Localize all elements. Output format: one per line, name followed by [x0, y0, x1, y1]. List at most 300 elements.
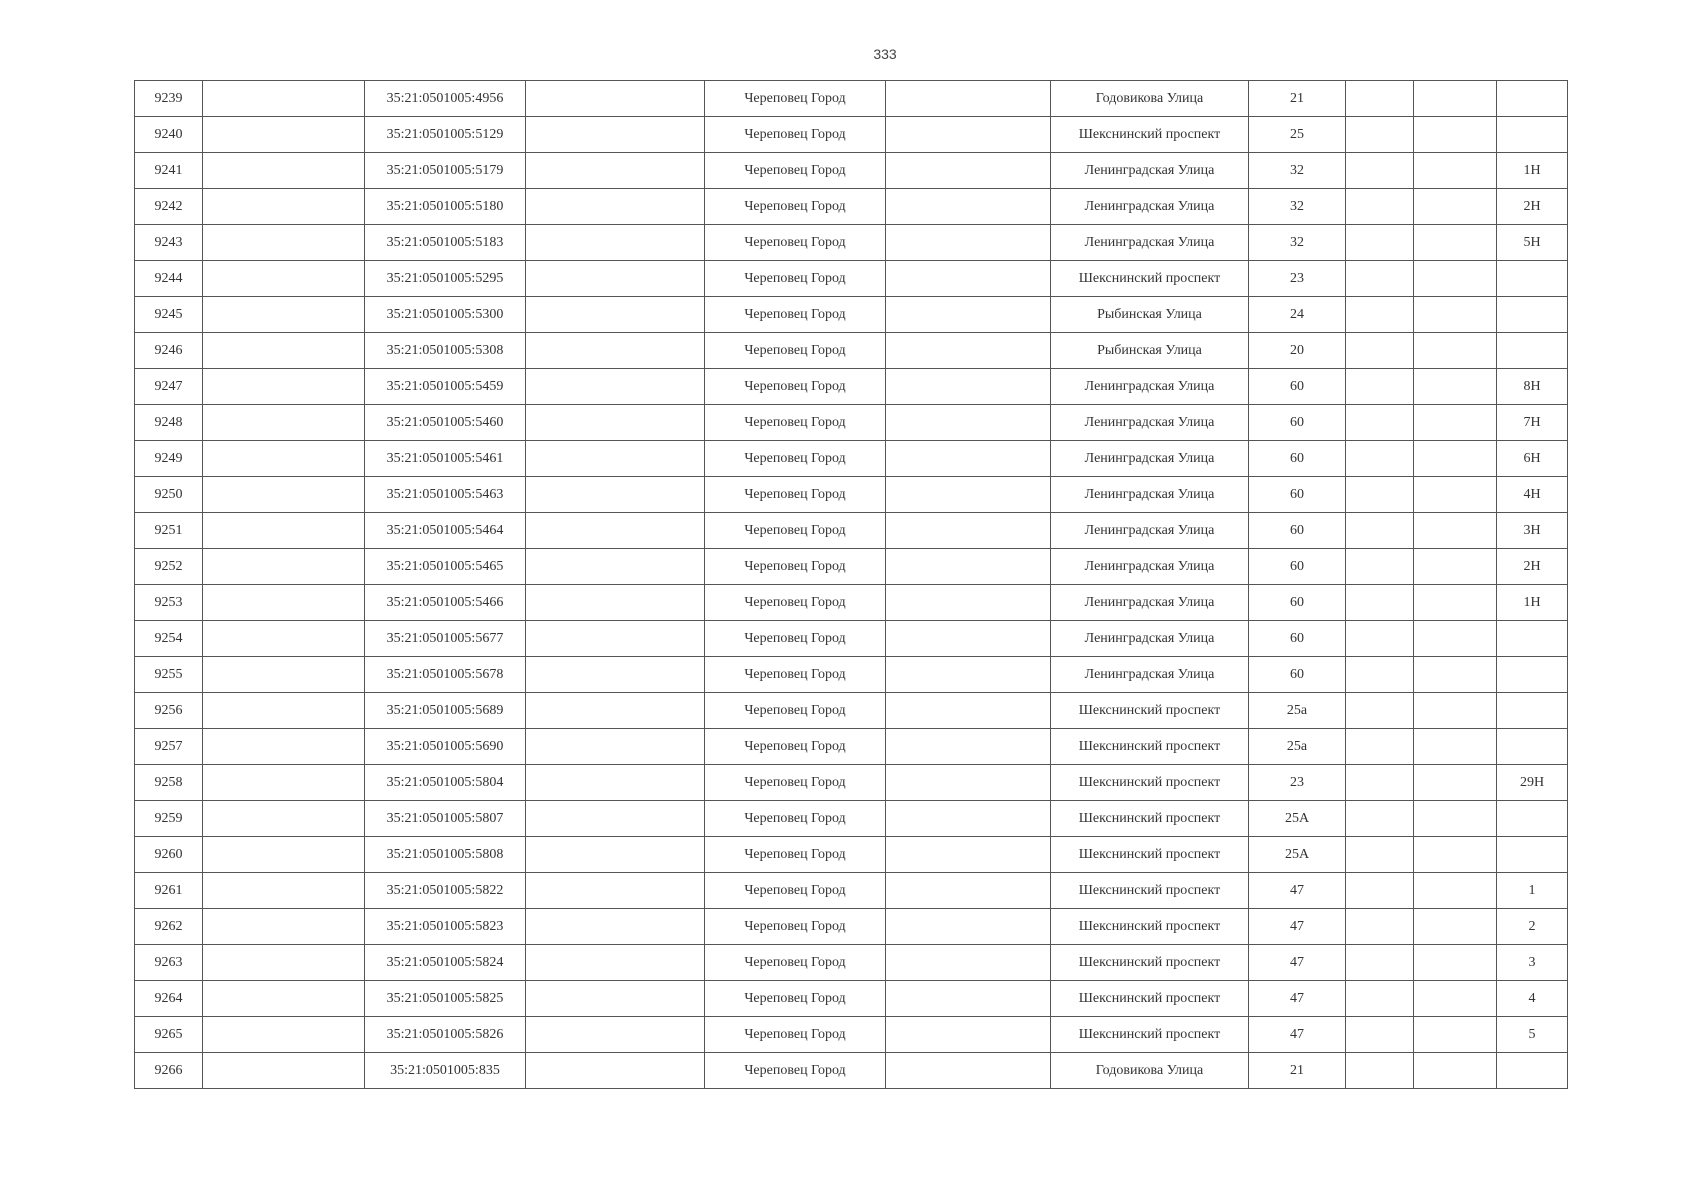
empty-cell — [526, 261, 705, 297]
table-row — [135, 441, 1568, 477]
apartment-cell — [1497, 693, 1568, 729]
empty-cell — [886, 585, 1051, 621]
empty-cell — [886, 297, 1051, 333]
row-number-cell: 9265 — [135, 1017, 203, 1053]
empty-cell — [886, 153, 1051, 189]
city-cell: Череповец Город — [705, 333, 886, 369]
empty-cell — [886, 657, 1051, 693]
empty-cell — [886, 369, 1051, 405]
house-number-cell: 60 — [1249, 621, 1346, 657]
table-row — [135, 801, 1568, 837]
empty-cell — [526, 513, 705, 549]
empty-cell — [1346, 225, 1414, 261]
empty-cell — [526, 1053, 705, 1089]
table-row — [135, 621, 1568, 657]
house-number-cell: 21 — [1249, 81, 1346, 117]
empty-cell — [203, 693, 365, 729]
empty-cell — [1346, 657, 1414, 693]
empty-cell — [1346, 333, 1414, 369]
cadastral-number-cell: 35:21:0501005:5689 — [365, 693, 526, 729]
street-cell: Ленинградская Улица — [1051, 189, 1249, 225]
empty-cell — [1414, 477, 1497, 513]
cadastral-number-cell: 35:21:0501005:5466 — [365, 585, 526, 621]
apartment-cell: 7Н — [1497, 405, 1568, 441]
empty-cell — [1346, 1053, 1414, 1089]
empty-cell — [1414, 765, 1497, 801]
apartment-cell: 3Н — [1497, 513, 1568, 549]
empty-cell — [886, 621, 1051, 657]
empty-cell — [1346, 909, 1414, 945]
city-cell: Череповец Город — [705, 477, 886, 513]
house-number-cell: 60 — [1249, 477, 1346, 513]
empty-cell — [203, 657, 365, 693]
house-number-cell: 47 — [1249, 945, 1346, 981]
empty-cell — [886, 1017, 1051, 1053]
apartment-cell — [1497, 801, 1568, 837]
empty-cell — [1414, 945, 1497, 981]
table-row — [135, 189, 1568, 225]
empty-cell — [1414, 981, 1497, 1017]
empty-cell — [203, 585, 365, 621]
house-number-cell: 20 — [1249, 333, 1346, 369]
empty-cell — [526, 81, 705, 117]
table-row — [135, 945, 1568, 981]
empty-cell — [1346, 801, 1414, 837]
house-number-cell: 47 — [1249, 1017, 1346, 1053]
apartment-cell — [1497, 1053, 1568, 1089]
apartment-cell: 4 — [1497, 981, 1568, 1017]
street-cell: Шекснинский проспект — [1051, 693, 1249, 729]
empty-cell — [1346, 873, 1414, 909]
page-number: 333 — [873, 46, 897, 62]
row-number-cell: 9247 — [135, 369, 203, 405]
table-row — [135, 261, 1568, 297]
apartment-cell: 2Н — [1497, 549, 1568, 585]
street-cell: Ленинградская Улица — [1051, 621, 1249, 657]
empty-cell — [203, 333, 365, 369]
empty-cell — [886, 945, 1051, 981]
row-number-cell: 9262 — [135, 909, 203, 945]
empty-cell — [526, 117, 705, 153]
empty-cell — [1414, 153, 1497, 189]
table-row — [135, 909, 1568, 945]
empty-cell — [886, 801, 1051, 837]
empty-cell — [886, 873, 1051, 909]
apartment-cell: 1Н — [1497, 585, 1568, 621]
street-cell: Шекснинский проспект — [1051, 837, 1249, 873]
apartment-cell: 1 — [1497, 873, 1568, 909]
city-cell: Череповец Город — [705, 945, 886, 981]
street-cell: Шекснинский проспект — [1051, 909, 1249, 945]
empty-cell — [526, 369, 705, 405]
empty-cell — [1346, 945, 1414, 981]
city-cell: Череповец Город — [705, 441, 886, 477]
empty-cell — [886, 405, 1051, 441]
row-number-cell: 9248 — [135, 405, 203, 441]
empty-cell — [526, 909, 705, 945]
empty-cell — [1346, 837, 1414, 873]
empty-cell — [886, 477, 1051, 513]
empty-cell — [203, 1053, 365, 1089]
street-cell: Шекснинский проспект — [1051, 945, 1249, 981]
house-number-cell: 60 — [1249, 657, 1346, 693]
empty-cell — [526, 1017, 705, 1053]
empty-cell — [1414, 729, 1497, 765]
empty-cell — [1414, 657, 1497, 693]
apartment-cell: 5 — [1497, 1017, 1568, 1053]
city-cell: Череповец Город — [705, 837, 886, 873]
table-row — [135, 405, 1568, 441]
street-cell: Ленинградская Улица — [1051, 441, 1249, 477]
empty-cell — [1414, 369, 1497, 405]
house-number-cell: 25а — [1249, 693, 1346, 729]
empty-cell — [203, 837, 365, 873]
empty-cell — [886, 765, 1051, 801]
empty-cell — [1346, 405, 1414, 441]
table-row — [135, 873, 1568, 909]
empty-cell — [886, 1053, 1051, 1089]
house-number-cell: 25 — [1249, 117, 1346, 153]
apartment-cell — [1497, 333, 1568, 369]
row-number-cell: 9266 — [135, 1053, 203, 1089]
house-number-cell: 60 — [1249, 441, 1346, 477]
empty-cell — [1346, 1017, 1414, 1053]
street-cell: Ленинградская Улица — [1051, 369, 1249, 405]
cadastral-number-cell: 35:21:0501005:5804 — [365, 765, 526, 801]
empty-cell — [1414, 189, 1497, 225]
apartment-cell: 2Н — [1497, 189, 1568, 225]
street-cell: Годовикова Улица — [1051, 1053, 1249, 1089]
cadastral-number-cell: 35:21:0501005:5129 — [365, 117, 526, 153]
apartment-cell: 5Н — [1497, 225, 1568, 261]
city-cell: Череповец Город — [705, 117, 886, 153]
empty-cell — [886, 981, 1051, 1017]
empty-cell — [1346, 297, 1414, 333]
row-number-cell: 9246 — [135, 333, 203, 369]
row-number-cell: 9244 — [135, 261, 203, 297]
empty-cell — [1414, 81, 1497, 117]
empty-cell — [526, 225, 705, 261]
row-number-cell: 9242 — [135, 189, 203, 225]
apartment-cell — [1497, 729, 1568, 765]
empty-cell — [526, 873, 705, 909]
apartment-cell — [1497, 261, 1568, 297]
empty-cell — [1414, 801, 1497, 837]
empty-cell — [526, 729, 705, 765]
row-number-cell: 9241 — [135, 153, 203, 189]
city-cell: Череповец Город — [705, 405, 886, 441]
empty-cell — [1346, 369, 1414, 405]
cadastral-number-cell: 35:21:0501005:5807 — [365, 801, 526, 837]
row-number-cell: 9257 — [135, 729, 203, 765]
empty-cell — [1414, 873, 1497, 909]
empty-cell — [1346, 153, 1414, 189]
empty-cell — [526, 153, 705, 189]
empty-cell — [1346, 81, 1414, 117]
empty-cell — [526, 981, 705, 1017]
empty-cell — [886, 837, 1051, 873]
row-number-cell: 9255 — [135, 657, 203, 693]
empty-cell — [203, 1017, 365, 1053]
house-number-cell: 47 — [1249, 873, 1346, 909]
empty-cell — [526, 477, 705, 513]
house-number-cell: 24 — [1249, 297, 1346, 333]
row-number-cell: 9264 — [135, 981, 203, 1017]
empty-cell — [203, 405, 365, 441]
empty-cell — [1346, 513, 1414, 549]
empty-cell — [203, 117, 365, 153]
row-number-cell: 9258 — [135, 765, 203, 801]
street-cell: Ленинградская Улица — [1051, 153, 1249, 189]
house-number-cell: 32 — [1249, 189, 1346, 225]
empty-cell — [203, 477, 365, 513]
house-number-cell: 60 — [1249, 513, 1346, 549]
cadastral-number-cell: 35:21:0501005:5690 — [365, 729, 526, 765]
empty-cell — [203, 801, 365, 837]
row-number-cell: 9253 — [135, 585, 203, 621]
empty-cell — [526, 837, 705, 873]
cadastral-number-cell: 35:21:0501005:5295 — [365, 261, 526, 297]
city-cell: Череповец Город — [705, 657, 886, 693]
row-number-cell: 9260 — [135, 837, 203, 873]
empty-cell — [1346, 765, 1414, 801]
house-number-cell: 25А — [1249, 837, 1346, 873]
empty-cell — [1414, 909, 1497, 945]
empty-cell — [1414, 333, 1497, 369]
house-number-cell: 60 — [1249, 405, 1346, 441]
cadastral-number-cell: 35:21:0501005:5464 — [365, 513, 526, 549]
empty-cell — [1346, 441, 1414, 477]
table-row — [135, 585, 1568, 621]
empty-cell — [526, 189, 705, 225]
street-cell: Ленинградская Улица — [1051, 585, 1249, 621]
cadastral-number-cell: 35:21:0501005:5463 — [365, 477, 526, 513]
city-cell: Череповец Город — [705, 621, 886, 657]
empty-cell — [886, 333, 1051, 369]
city-cell: Череповец Город — [705, 801, 886, 837]
street-cell: Ленинградская Улица — [1051, 513, 1249, 549]
city-cell: Череповец Город — [705, 153, 886, 189]
empty-cell — [526, 945, 705, 981]
empty-cell — [1414, 513, 1497, 549]
row-number-cell: 9263 — [135, 945, 203, 981]
registry-table — [134, 80, 1568, 1089]
cadastral-number-cell: 35:21:0501005:835 — [365, 1053, 526, 1089]
city-cell: Череповец Город — [705, 369, 886, 405]
city-cell: Череповец Город — [705, 513, 886, 549]
city-cell: Череповец Город — [705, 765, 886, 801]
empty-cell — [886, 441, 1051, 477]
empty-cell — [1414, 837, 1497, 873]
street-cell: Шекснинский проспект — [1051, 801, 1249, 837]
empty-cell — [203, 153, 365, 189]
apartment-cell: 6Н — [1497, 441, 1568, 477]
table-row — [135, 117, 1568, 153]
row-number-cell: 9250 — [135, 477, 203, 513]
city-cell: Череповец Город — [705, 873, 886, 909]
empty-cell — [886, 909, 1051, 945]
cadastral-number-cell: 35:21:0501005:5808 — [365, 837, 526, 873]
empty-cell — [886, 117, 1051, 153]
table-row — [135, 225, 1568, 261]
table-row — [135, 981, 1568, 1017]
empty-cell — [203, 981, 365, 1017]
house-number-cell: 32 — [1249, 153, 1346, 189]
empty-cell — [886, 693, 1051, 729]
table-row — [135, 1017, 1568, 1053]
city-cell: Череповец Город — [705, 1017, 886, 1053]
row-number-cell: 9259 — [135, 801, 203, 837]
empty-cell — [526, 297, 705, 333]
empty-cell — [1414, 441, 1497, 477]
apartment-cell: 3 — [1497, 945, 1568, 981]
table-body — [135, 81, 1568, 1089]
empty-cell — [1414, 1017, 1497, 1053]
empty-cell — [203, 909, 365, 945]
cadastral-number-cell: 35:21:0501005:5461 — [365, 441, 526, 477]
table-row — [135, 81, 1568, 117]
apartment-cell — [1497, 621, 1568, 657]
empty-cell — [203, 225, 365, 261]
apartment-cell: 29Н — [1497, 765, 1568, 801]
empty-cell — [203, 549, 365, 585]
house-number-cell: 25а — [1249, 729, 1346, 765]
street-cell: Шекснинский проспект — [1051, 729, 1249, 765]
city-cell: Череповец Город — [705, 225, 886, 261]
table-row — [135, 333, 1568, 369]
empty-cell — [1414, 1053, 1497, 1089]
cadastral-number-cell: 35:21:0501005:5300 — [365, 297, 526, 333]
empty-cell — [1414, 405, 1497, 441]
empty-cell — [886, 261, 1051, 297]
city-cell: Череповец Город — [705, 297, 886, 333]
apartment-cell — [1497, 837, 1568, 873]
city-cell: Череповец Город — [705, 693, 886, 729]
empty-cell — [526, 549, 705, 585]
house-number-cell: 60 — [1249, 369, 1346, 405]
cadastral-number-cell: 35:21:0501005:5826 — [365, 1017, 526, 1053]
street-cell: Годовикова Улица — [1051, 81, 1249, 117]
table-row — [135, 513, 1568, 549]
table-row — [135, 657, 1568, 693]
empty-cell — [203, 873, 365, 909]
cadastral-number-cell: 35:21:0501005:5677 — [365, 621, 526, 657]
street-cell: Ленинградская Улица — [1051, 549, 1249, 585]
empty-cell — [1414, 297, 1497, 333]
street-cell: Шекснинский проспект — [1051, 261, 1249, 297]
city-cell: Череповец Город — [705, 549, 886, 585]
cadastral-number-cell: 35:21:0501005:5179 — [365, 153, 526, 189]
table-row — [135, 729, 1568, 765]
city-cell: Череповец Город — [705, 1053, 886, 1089]
street-cell: Шекснинский проспект — [1051, 873, 1249, 909]
cadastral-number-cell: 35:21:0501005:5823 — [365, 909, 526, 945]
empty-cell — [1414, 225, 1497, 261]
empty-cell — [1346, 549, 1414, 585]
cadastral-number-cell: 35:21:0501005:5460 — [365, 405, 526, 441]
empty-cell — [526, 801, 705, 837]
street-cell: Рыбинская Улица — [1051, 333, 1249, 369]
empty-cell — [203, 369, 365, 405]
cadastral-number-cell: 35:21:0501005:5180 — [365, 189, 526, 225]
street-cell: Ленинградская Улица — [1051, 225, 1249, 261]
apartment-cell: 2 — [1497, 909, 1568, 945]
city-cell: Череповец Город — [705, 81, 886, 117]
cadastral-number-cell: 35:21:0501005:5822 — [365, 873, 526, 909]
table-row — [135, 837, 1568, 873]
empty-cell — [526, 657, 705, 693]
street-cell: Ленинградская Улица — [1051, 405, 1249, 441]
street-cell: Шекснинский проспект — [1051, 765, 1249, 801]
cadastral-number-cell: 35:21:0501005:5824 — [365, 945, 526, 981]
empty-cell — [1414, 549, 1497, 585]
empty-cell — [203, 729, 365, 765]
empty-cell — [526, 441, 705, 477]
empty-cell — [203, 189, 365, 225]
empty-cell — [526, 693, 705, 729]
empty-cell — [203, 261, 365, 297]
city-cell: Череповец Город — [705, 909, 886, 945]
city-cell: Череповец Город — [705, 189, 886, 225]
apartment-cell: 8Н — [1497, 369, 1568, 405]
row-number-cell: 9243 — [135, 225, 203, 261]
table-row — [135, 477, 1568, 513]
house-number-cell: 60 — [1249, 549, 1346, 585]
empty-cell — [203, 945, 365, 981]
empty-cell — [1346, 585, 1414, 621]
empty-cell — [1346, 693, 1414, 729]
table-row — [135, 549, 1568, 585]
row-number-cell: 9254 — [135, 621, 203, 657]
empty-cell — [886, 549, 1051, 585]
row-number-cell: 9256 — [135, 693, 203, 729]
cadastral-number-cell: 35:21:0501005:5459 — [365, 369, 526, 405]
empty-cell — [203, 621, 365, 657]
house-number-cell: 25А — [1249, 801, 1346, 837]
table-row — [135, 153, 1568, 189]
street-cell: Шекснинский проспект — [1051, 1017, 1249, 1053]
empty-cell — [203, 513, 365, 549]
apartment-cell — [1497, 297, 1568, 333]
table-row — [135, 297, 1568, 333]
empty-cell — [1414, 261, 1497, 297]
empty-cell — [526, 333, 705, 369]
street-cell: Рыбинская Улица — [1051, 297, 1249, 333]
empty-cell — [1346, 621, 1414, 657]
street-cell: Ленинградская Улица — [1051, 477, 1249, 513]
empty-cell — [1414, 117, 1497, 153]
row-number-cell: 9249 — [135, 441, 203, 477]
city-cell: Череповец Город — [705, 981, 886, 1017]
table-row — [135, 765, 1568, 801]
street-cell: Шекснинский проспект — [1051, 981, 1249, 1017]
empty-cell — [203, 81, 365, 117]
house-number-cell: 32 — [1249, 225, 1346, 261]
empty-cell — [203, 297, 365, 333]
apartment-cell — [1497, 81, 1568, 117]
house-number-cell: 23 — [1249, 261, 1346, 297]
house-number-cell: 21 — [1249, 1053, 1346, 1089]
apartment-cell — [1497, 117, 1568, 153]
empty-cell — [203, 441, 365, 477]
apartment-cell — [1497, 657, 1568, 693]
empty-cell — [1414, 585, 1497, 621]
empty-cell — [886, 729, 1051, 765]
empty-cell — [886, 225, 1051, 261]
empty-cell — [1346, 477, 1414, 513]
empty-cell — [1346, 117, 1414, 153]
row-number-cell: 9245 — [135, 297, 203, 333]
